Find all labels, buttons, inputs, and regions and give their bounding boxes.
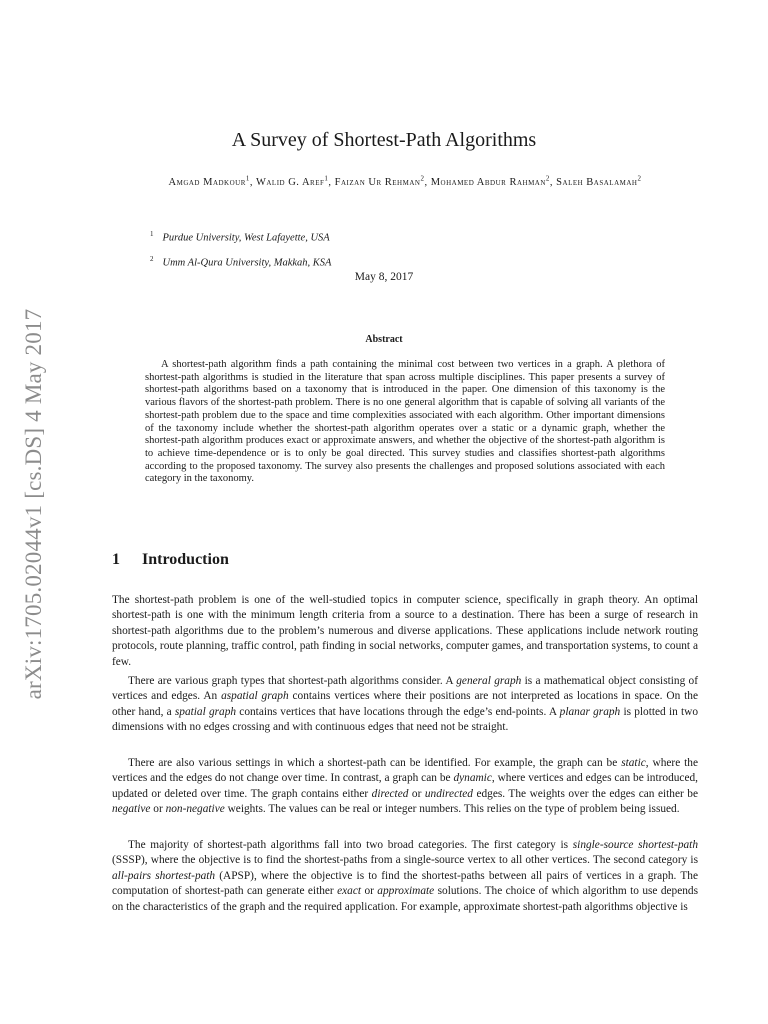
author-name: Faizan Ur Rehman (334, 177, 421, 188)
affiliations (150, 224, 331, 273)
text-run: (APSP), where the objective is to find the shortest-paths between all pairs of vertices in a graph. The computation of shortest-path can generate either (112, 869, 698, 898)
affiliation-2 (150, 249, 331, 274)
text-run: or (361, 885, 378, 898)
emphasis: negative (112, 803, 151, 816)
emphasis: all-pairs shortest-path (112, 869, 216, 882)
text-run: contains vertices where their positions are not interpreted as locations in space. On the other hand, a (112, 690, 698, 718)
author-name: Walid G. Aref (255, 177, 325, 188)
emphasis: directed (371, 787, 409, 800)
affiliation-number: 2 (150, 254, 154, 263)
emphasis: dynamic (453, 772, 492, 785)
text-run: solutions. The choice of which algorithm to use depends on the characteristics of the graph and the required application. For example, approximate shortest-path algorithms objective is (112, 885, 699, 913)
paragraph (112, 674, 698, 736)
section-number: 1 (112, 551, 120, 568)
text-run: contains vertices that have locations through the edge’s end-points. A (236, 705, 560, 718)
emphasis: aspatial graph (221, 690, 289, 703)
text-run: The majority of shortest-path algorithms fall into two broad categories. The first category is (128, 839, 573, 851)
emphasis: planar graph (559, 705, 621, 718)
author-affil-mark: 2 (545, 174, 550, 183)
emphasis: approximate (377, 885, 435, 898)
emphasis: general graph (456, 675, 522, 687)
text-run: , where the vertices and the edges do not change over time. In contrast, a graph can be (112, 757, 699, 785)
arxiv-stamp: arXiv:1705.02044v1 [cs.DS] 4 May 2017 (21, 308, 46, 700)
author-name: Saleh Basalamah (556, 177, 638, 188)
section-title: Introduction (142, 551, 229, 568)
text-run: There are also various settings in which a shortest-path can be identified. For example, the graph can be (128, 757, 622, 769)
emphasis: undirected (424, 787, 473, 800)
emphasis: static (621, 757, 646, 769)
text-run: or (408, 787, 425, 800)
author-affil-mark: 1 (245, 174, 250, 183)
text-run: edges. The weights over the edges can either be (472, 787, 698, 800)
author-affil-mark: 1 (324, 174, 329, 183)
text-run: There are various graph types that shortest-path algorithms consider. A (128, 675, 457, 687)
emphasis: non-negative (165, 803, 225, 816)
author-affil-mark: 2 (637, 174, 642, 183)
abstract-body: A shortest-path algorithm finds a path containing the minimal cost between two vertices in a graph. A plethora of shortest-path algorithms is studied in the literature that span across multiple disciplines. This paper presents a survey of shortest-path algorithms based on a taxonomy that is introduced in the paper. One dimension of this taxonomy is the various flavors of the shortest-path problem. There is no one general algorithm that is capable of solving all variants of the shortest-path problem due to the space and time complexities associated with each algorithm. Other important dimensions of the taxonomy include whether the shortest-path algorithm operates over a static or a dynamic graph, whether the shortest-path algorithm produces exact or approximate answers, and whether the objective of the shortest-path algorithm is to achieve time-dependence or is to only be goal directed. This survey studies and classifies shortest-path algorithms according to the proposed taxonomy. The survey also presents the challenges and proposed solutions associated with each category in the taxonomy. (145, 359, 665, 485)
author-name: Amgad Madkour (168, 177, 246, 188)
text-run: (SSSP), where the objective is to find the shortest-paths from a single-source vertex to all other vertices. The second category is (112, 854, 698, 867)
emphasis: exact (337, 885, 362, 898)
abstract-heading: Abstract (365, 334, 403, 345)
affiliation-text: Umm Al-Qura University, Makkah, KSA (162, 257, 332, 268)
text-run: , where vertices and edges can be introduced, updated or deleted over time. The graph contains either (112, 772, 698, 800)
text-run: weights. The values can be real or integer numbers. This relies on the type of problem being issued. (224, 803, 680, 816)
paragraph (112, 838, 698, 915)
text-run: is a mathematical object consisting of vertices and edges. An (112, 675, 699, 703)
emphasis: spatial graph (174, 705, 237, 718)
affiliation-number: 1 (150, 230, 154, 238)
author-name: Mohamed Abdur Rahman (430, 177, 546, 188)
emphasis: single-source shortest-path (572, 839, 698, 851)
author-list: Amgad Madkour$^1$, Walid G. Aref$^1$, Faizan Ur Rehman$^2$, Mohamed Abdur Rahman$^2$, Saleh Basalamah$^2$ (168, 174, 642, 188)
text-run: or (150, 803, 166, 816)
paragraph: The shortest-path problem is one of the well-studied topics in computer science, specifically in graph theory. An optimal shortest-path is one with the minimum length criteria from a source to a destination. There has been a surge of research in shortest-path algorithms due to the problem’s numerous and diverse applications. These applications include network routing protocols, route planning, traffic control, path finding in social networks, computer games, and transportation systems, to count a few. (112, 594, 698, 668)
paper-date: May 8, 2017 (354, 271, 414, 283)
author-affil-mark: 2 (420, 174, 425, 183)
section-heading (112, 549, 229, 571)
paper-title: A Survey of Shortest-Path Algorithms (231, 129, 537, 151)
paragraph (112, 756, 698, 818)
text-run: is plotted in two dimensions with no edges crossing and with continuous edges that need not be straight. (112, 705, 698, 734)
affiliation-text: Purdue University, West Lafayette, USA (162, 232, 330, 244)
affiliation-1 (150, 224, 331, 249)
